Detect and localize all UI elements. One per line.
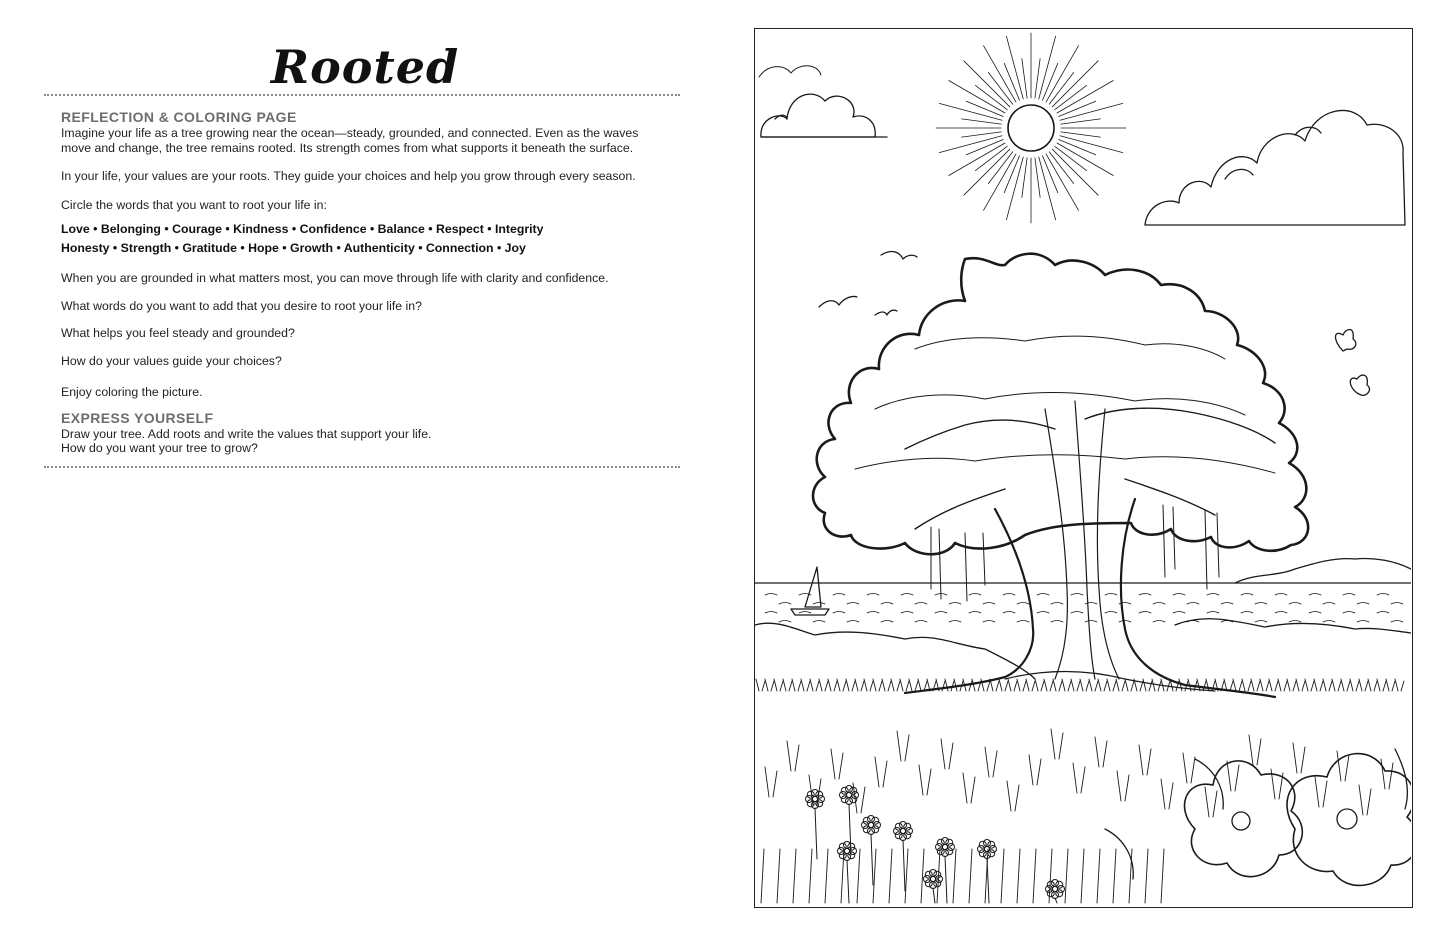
ocean bbox=[755, 583, 1411, 622]
express-line-1: Draw your tree. Add roots and write the values that support your life. bbox=[61, 426, 432, 441]
shoreline-bushes bbox=[755, 619, 1411, 679]
express-heading: EXPRESS YOURSELF bbox=[61, 409, 214, 426]
question-3: How do your values guide your choices? bbox=[61, 353, 282, 368]
cloud-icon bbox=[759, 66, 821, 77]
intro-line-2: move and change, the tree remains rooted. Its strength comes from what supports it beneath the surface. bbox=[61, 140, 634, 155]
grounded-text: When you are grounded in what matters most, you can move through life with clarity and confidence. bbox=[61, 271, 609, 285]
dotted-divider-bottom bbox=[44, 466, 680, 468]
page-title: Rooted bbox=[270, 40, 460, 94]
reflection-page bbox=[0, 0, 720, 935]
value-words-line-2: Honesty • Strength • Gratitude • Hope • Growth • Authenticity • Connection • Joy bbox=[61, 241, 526, 255]
bird-icon bbox=[819, 252, 917, 315]
flower-icon bbox=[806, 749, 1412, 903]
cloud-icon bbox=[1145, 110, 1405, 225]
butterfly-icon bbox=[1336, 330, 1370, 396]
grass-field bbox=[756, 679, 1404, 903]
reflection-heading: REFLECTION & COLORING PAGE bbox=[61, 109, 297, 125]
value-words-line-1: Love • Belonging • Courage • Kindness • Confidence • Balance • Respect • Integrity bbox=[61, 222, 544, 236]
coloring-page-frame bbox=[754, 28, 1413, 908]
question-2: What helps you feel steady and grounded? bbox=[61, 326, 295, 340]
values-roots-text: In your life, your values are your roots. They guide your choices and help you grow through every season. bbox=[61, 169, 636, 183]
sailboat-icon bbox=[791, 567, 829, 615]
mountain-icon bbox=[1235, 558, 1411, 583]
sun-icon bbox=[936, 33, 1126, 223]
coloring-illustration bbox=[755, 29, 1411, 906]
cloud-icon bbox=[761, 94, 887, 137]
dotted-divider-top bbox=[44, 94, 680, 96]
question-1: What words do you want to add that you desire to root your life in? bbox=[61, 298, 422, 313]
value-words bbox=[61, 220, 676, 258]
express-line-2: How do you want your tree to grow? bbox=[61, 441, 258, 455]
enjoy-text: Enjoy coloring the picture. bbox=[61, 385, 203, 399]
intro-line-1: Imagine your life as a tree growing near the ocean—steady, grounded, and connected. Even as the waves bbox=[61, 126, 639, 140]
tree-icon bbox=[813, 254, 1308, 697]
circle-prompt: Circle the words that you want to root your life in: bbox=[61, 197, 327, 212]
reflection-content bbox=[61, 109, 676, 456]
